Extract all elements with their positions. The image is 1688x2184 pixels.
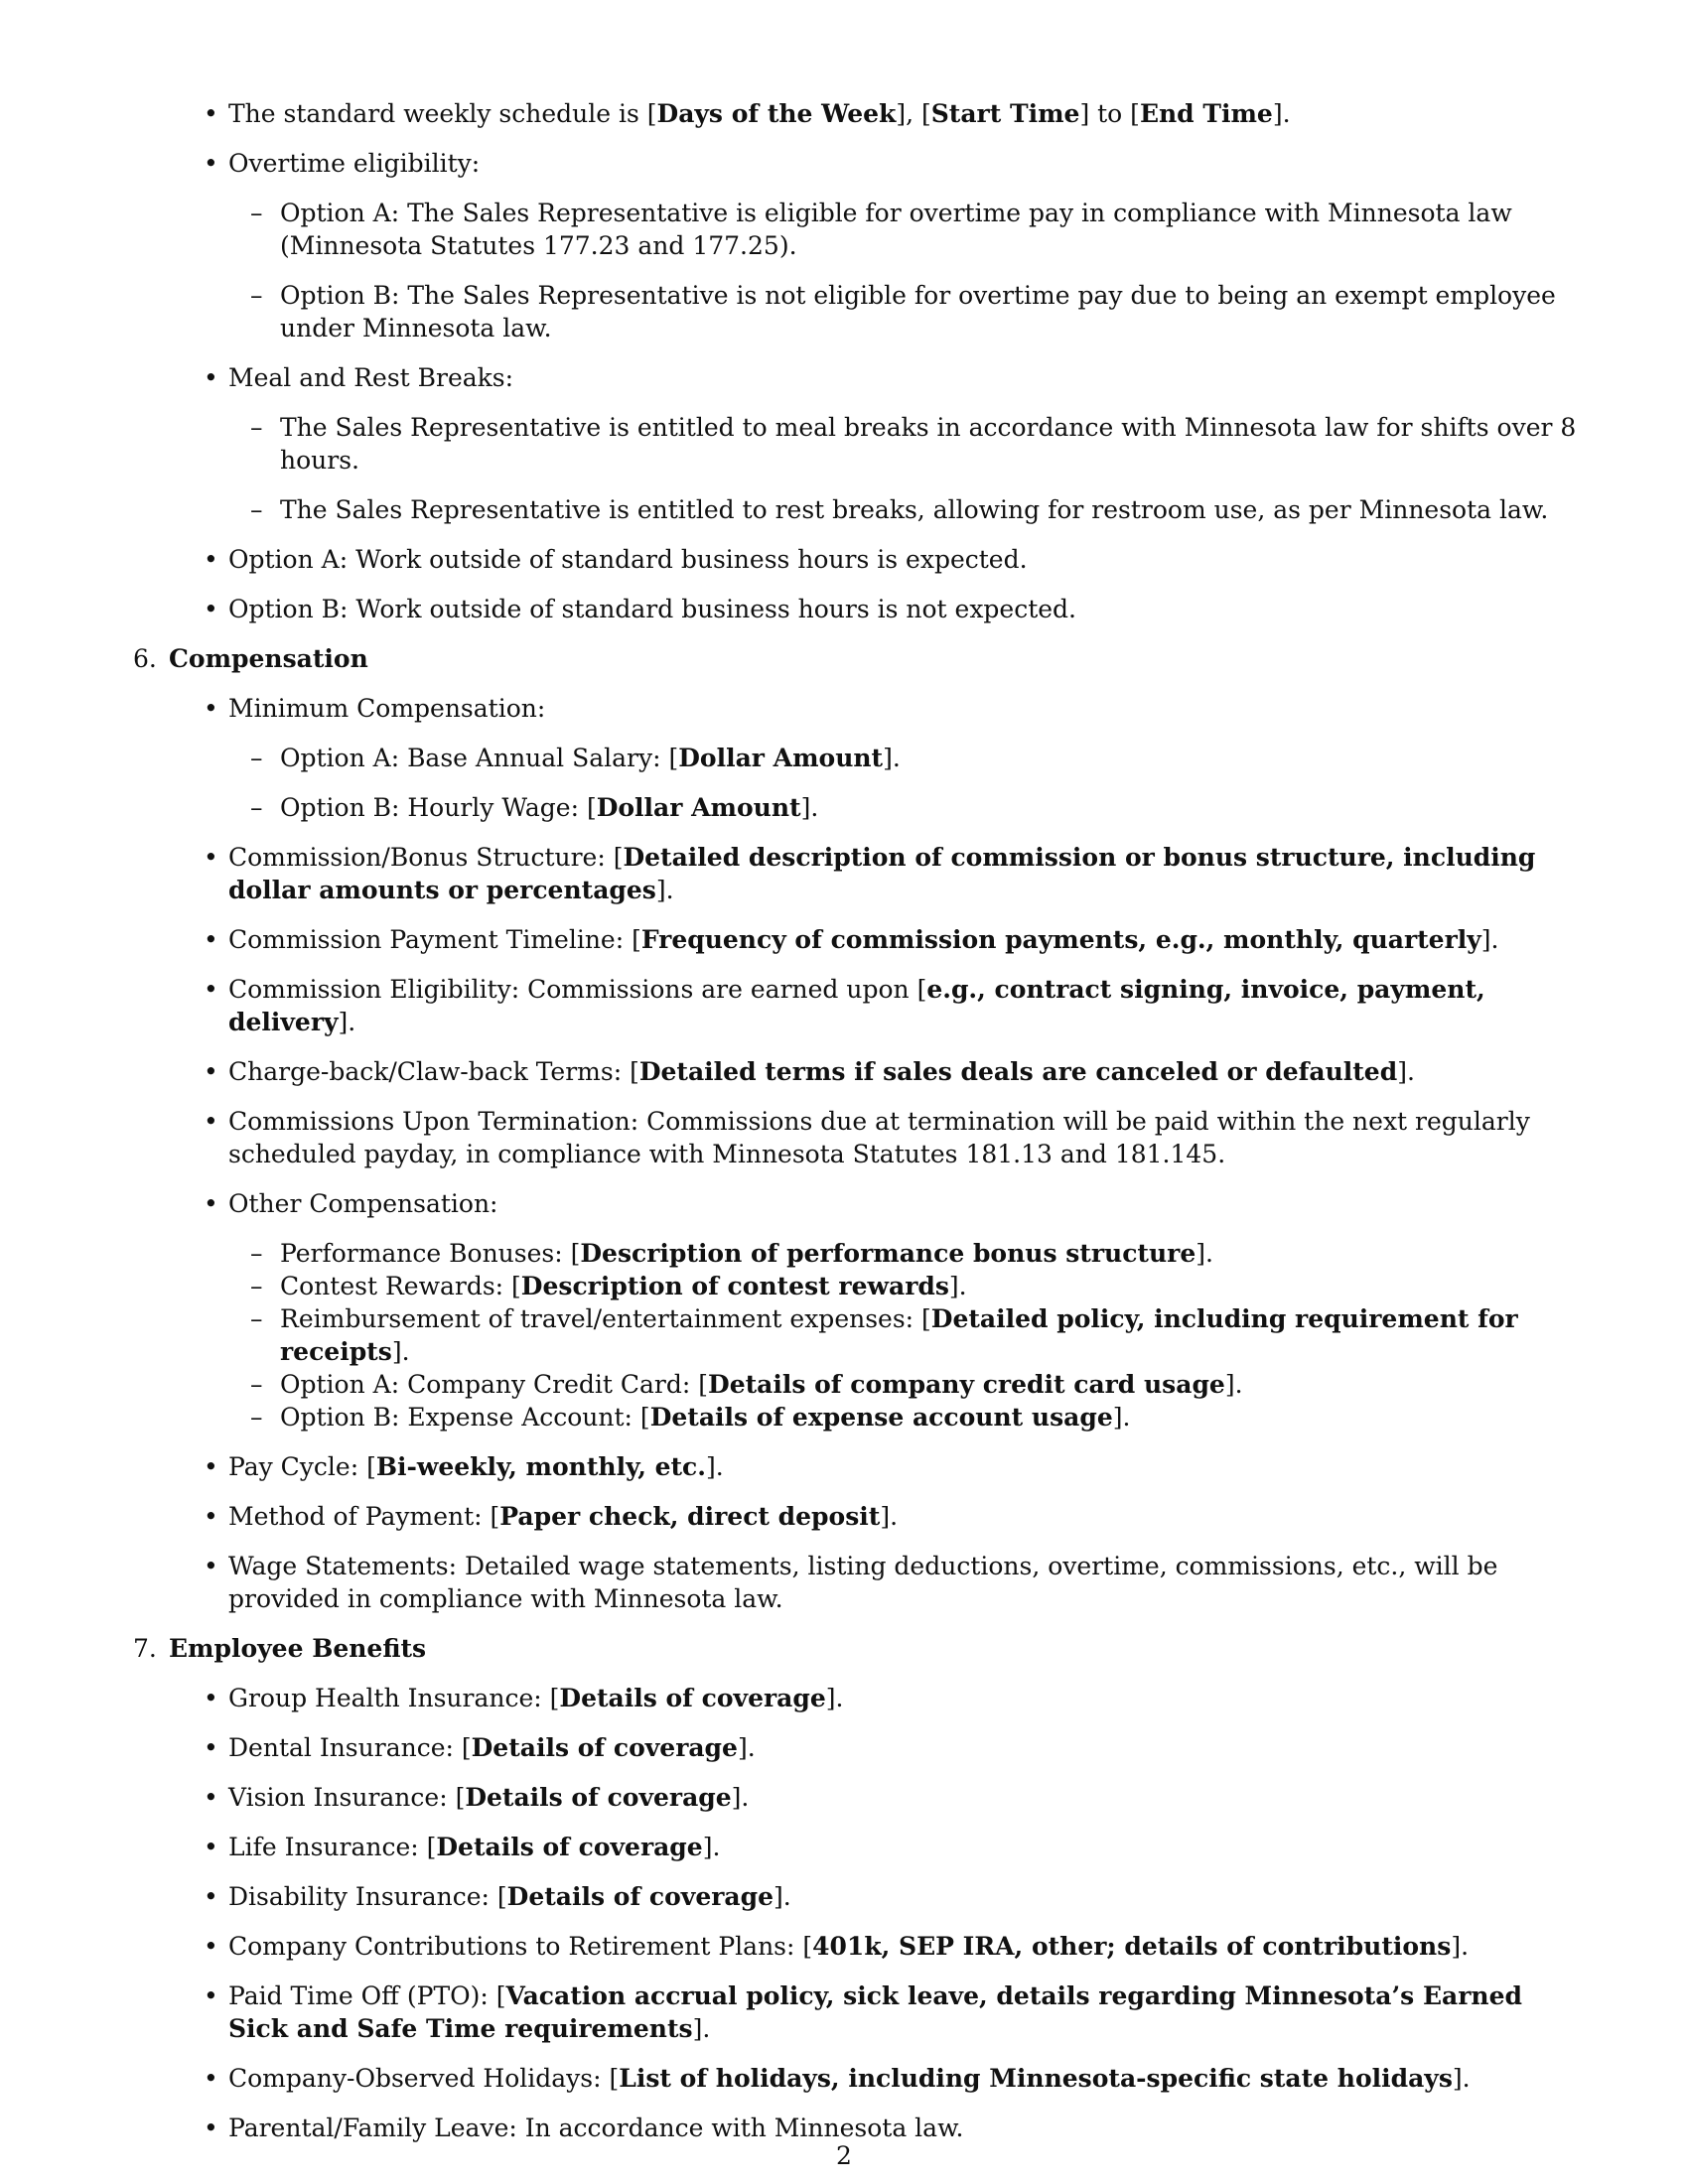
overtime-label: Overtime eligibility: bbox=[228, 149, 481, 178]
text: Option B: Expense Account: [ bbox=[280, 1403, 650, 1432]
text: ], [ bbox=[896, 99, 931, 128]
benefits-list bbox=[129, 1682, 1589, 2144]
contest-rewards bbox=[129, 1270, 1589, 1302]
text: ]. bbox=[655, 876, 674, 904]
overtime-option-a: – Option A: The Sales Representative is eligible for overtime pay in compliance with Minnesota law (Minnesota Statutes 177.23 and 177.25). bbox=[129, 197, 1589, 262]
pto-item bbox=[129, 1979, 1589, 2045]
termination-item: • Commissions Upon Termination: Commissions due at termination will be paid within the next regularly scheduled payday, in compliance with Minnesota Statutes 181.13 and 181.145. bbox=[129, 1105, 1589, 1170]
section-number: 7. bbox=[133, 1634, 157, 1663]
holidays-item bbox=[129, 2062, 1589, 2095]
minimum-compensation-label: Minimum Compensation: bbox=[228, 694, 546, 723]
text: Vision Insurance: [ bbox=[228, 1783, 466, 1812]
meal-breaks: – The Sales Representative is entitled to meal breaks in accordance with Minnesota law for shifts over 8 hours. bbox=[129, 411, 1589, 477]
placeholder: Dollar Amount bbox=[678, 744, 884, 772]
text: ]. bbox=[825, 1684, 844, 1712]
placeholder: Details of coverage bbox=[465, 1783, 732, 1812]
schedule-list bbox=[129, 97, 1589, 625]
placeholder: Frequency of commission payments, e.g., monthly, quarterly bbox=[640, 925, 1481, 954]
placeholder: Description of performance bonus structure bbox=[580, 1239, 1196, 1268]
credit-card-option bbox=[129, 1368, 1589, 1401]
placeholder: Detailed policy, including requirement for receipts bbox=[280, 1304, 1518, 1366]
minimum-compensation-options bbox=[129, 742, 1589, 824]
placeholder: List of holidays, including Minnesota-specific state holidays bbox=[619, 2064, 1453, 2093]
text: Company Contributions to Retirement Plans: [ bbox=[228, 1932, 813, 1961]
placeholder: Details of coverage bbox=[506, 1882, 774, 1911]
text: ]. bbox=[737, 1733, 756, 1762]
placeholder: Details of company credit card usage bbox=[708, 1370, 1225, 1399]
text: ]. bbox=[1480, 925, 1499, 954]
payment-method-item bbox=[129, 1500, 1589, 1533]
placeholder: 401k, SEP IRA, other; details of contributions bbox=[812, 1932, 1452, 1961]
text: Reimbursement of travel/entertainment expenses: [ bbox=[280, 1304, 931, 1333]
outside-hours-option-b: • Option B: Work outside of standard business hours is not expected. bbox=[129, 593, 1589, 625]
placeholder: Details of coverage bbox=[559, 1684, 826, 1712]
text: ]. bbox=[883, 744, 901, 772]
text: Option A: Company Credit Card: [ bbox=[280, 1370, 709, 1399]
text: Commission/Bonus Structure: [ bbox=[228, 843, 624, 872]
text: Dental Insurance: [ bbox=[228, 1733, 472, 1762]
overtime-options bbox=[129, 197, 1589, 344]
hourly-option bbox=[129, 791, 1589, 824]
salary-option bbox=[129, 742, 1589, 774]
compensation-list bbox=[129, 692, 1589, 1615]
placeholder: Paper check, direct deposit bbox=[499, 1502, 881, 1531]
placeholder: Vacation accrual policy, sick leave, details regarding Minnesota’s Earned Sick and Safe Time requirements bbox=[228, 1981, 1522, 2043]
text: ]. bbox=[1272, 99, 1291, 128]
document-content bbox=[129, 97, 1589, 2161]
text: Paid Time Off (PTO): [ bbox=[228, 1981, 506, 2010]
overtime-option-b: – Option B: The Sales Representative is not eligible for overtime pay due to being an exempt employee under Minnesota law. bbox=[129, 279, 1589, 344]
text: ]. bbox=[1452, 2064, 1471, 2093]
disability-insurance-item bbox=[129, 1880, 1589, 1913]
text: Option A: Base Annual Salary: [ bbox=[280, 744, 679, 772]
placeholder: Dollar Amount bbox=[596, 793, 801, 822]
other-compensation-label: Other Compensation: bbox=[228, 1189, 498, 1218]
breaks-label: Meal and Rest Breaks: bbox=[228, 363, 514, 392]
placeholder: Details of expense account usage bbox=[649, 1403, 1113, 1432]
other-compensation-item bbox=[129, 1187, 1589, 1433]
health-insurance-item bbox=[129, 1682, 1589, 1714]
text: Charge-back/Claw-back Terms: [ bbox=[228, 1057, 639, 1086]
text: Contest Rewards: [ bbox=[280, 1272, 521, 1300]
section-benefits-heading bbox=[129, 1632, 1589, 1665]
text: ]. bbox=[1397, 1057, 1415, 1086]
text: ]. bbox=[706, 1452, 724, 1481]
text: ]. bbox=[800, 793, 819, 822]
placeholder: Details of coverage bbox=[436, 1833, 703, 1861]
retirement-item bbox=[129, 1930, 1589, 1963]
text: ]. bbox=[1451, 1932, 1470, 1961]
text: ]. bbox=[731, 1783, 750, 1812]
placeholder: Detailed terms if sales deals are canceled or defaulted bbox=[638, 1057, 1398, 1086]
text: Group Health Insurance: [ bbox=[228, 1684, 560, 1712]
charge-back-item bbox=[129, 1055, 1589, 1088]
section-title: Compensation bbox=[169, 644, 368, 673]
section-number: 6. bbox=[133, 644, 157, 673]
expense-account-option bbox=[129, 1401, 1589, 1433]
other-compensation-options bbox=[129, 1237, 1589, 1433]
text: Commission Eligibility: Commissions are earned upon [ bbox=[228, 975, 927, 1004]
text: Method of Payment: [ bbox=[228, 1502, 500, 1531]
overtime-item bbox=[129, 147, 1589, 344]
text: Disability Insurance: [ bbox=[228, 1882, 507, 1911]
commission-eligibility-item bbox=[129, 973, 1589, 1038]
placeholder-start-time: Start Time bbox=[930, 99, 1080, 128]
section-compensation-heading bbox=[129, 642, 1589, 675]
text: Company-Observed Holidays: [ bbox=[228, 2064, 620, 2093]
wage-statements-item: • Wage Statements: Detailed wage statements, listing deductions, overtime, commissions, etc., will be provided in compliance with Minnesota law. bbox=[129, 1550, 1589, 1615]
life-insurance-item bbox=[129, 1831, 1589, 1863]
placeholder: Bi-weekly, monthly, etc. bbox=[375, 1452, 706, 1481]
text: Life Insurance: [ bbox=[228, 1833, 437, 1861]
text: Option B: Hourly Wage: [ bbox=[280, 793, 597, 822]
placeholder: Details of coverage bbox=[471, 1733, 738, 1762]
text: ]. bbox=[338, 1008, 356, 1036]
minimum-compensation-item bbox=[129, 692, 1589, 824]
breaks-item bbox=[129, 361, 1589, 526]
text: The standard weekly schedule is [ bbox=[228, 99, 657, 128]
breaks-options bbox=[129, 411, 1589, 526]
text: ]. bbox=[1112, 1403, 1131, 1432]
placeholder-days: Days of the Week bbox=[656, 99, 897, 128]
rest-breaks: – The Sales Representative is entitled to rest breaks, allowing for restroom use, as per Minnesota law. bbox=[129, 493, 1589, 526]
outside-hours-option-a: • Option A: Work outside of standard business hours is expected. bbox=[129, 543, 1589, 576]
text: Performance Bonuses: [ bbox=[280, 1239, 581, 1268]
text: Pay Cycle: [ bbox=[228, 1452, 376, 1481]
placeholder-end-time: End Time bbox=[1139, 99, 1273, 128]
performance-bonuses bbox=[129, 1237, 1589, 1270]
dental-insurance-item bbox=[129, 1731, 1589, 1764]
bonus-structure-item bbox=[129, 841, 1589, 906]
page-number: 2 bbox=[836, 2141, 852, 2170]
text: ]. bbox=[774, 1882, 791, 1911]
payment-timeline-item bbox=[129, 923, 1589, 956]
parental-leave-item: • Parental/Family Leave: In accordance with Minnesota law. bbox=[129, 2112, 1589, 2144]
text: ]. bbox=[880, 1502, 899, 1531]
text: ]. bbox=[1224, 1370, 1243, 1399]
reimbursement bbox=[129, 1302, 1589, 1368]
section-title: Employee Benefits bbox=[169, 1634, 427, 1663]
placeholder: Description of contest rewards bbox=[520, 1272, 949, 1300]
text: ]. bbox=[702, 1833, 721, 1861]
pay-cycle-item bbox=[129, 1450, 1589, 1483]
text: ]. bbox=[391, 1337, 410, 1366]
text: Commission Payment Timeline: [ bbox=[228, 925, 641, 954]
placeholder: e.g., contract signing, invoice, payment, delivery bbox=[228, 975, 1485, 1036]
text: ]. bbox=[1196, 1239, 1213, 1268]
text: ] to [ bbox=[1079, 99, 1140, 128]
text: ]. bbox=[948, 1272, 967, 1300]
vision-insurance-item bbox=[129, 1781, 1589, 1814]
placeholder: Detailed description of commission or bonus structure, including dollar amounts or percentages bbox=[228, 843, 1536, 904]
weekly-schedule-item bbox=[129, 97, 1589, 130]
text: ]. bbox=[692, 2014, 711, 2043]
